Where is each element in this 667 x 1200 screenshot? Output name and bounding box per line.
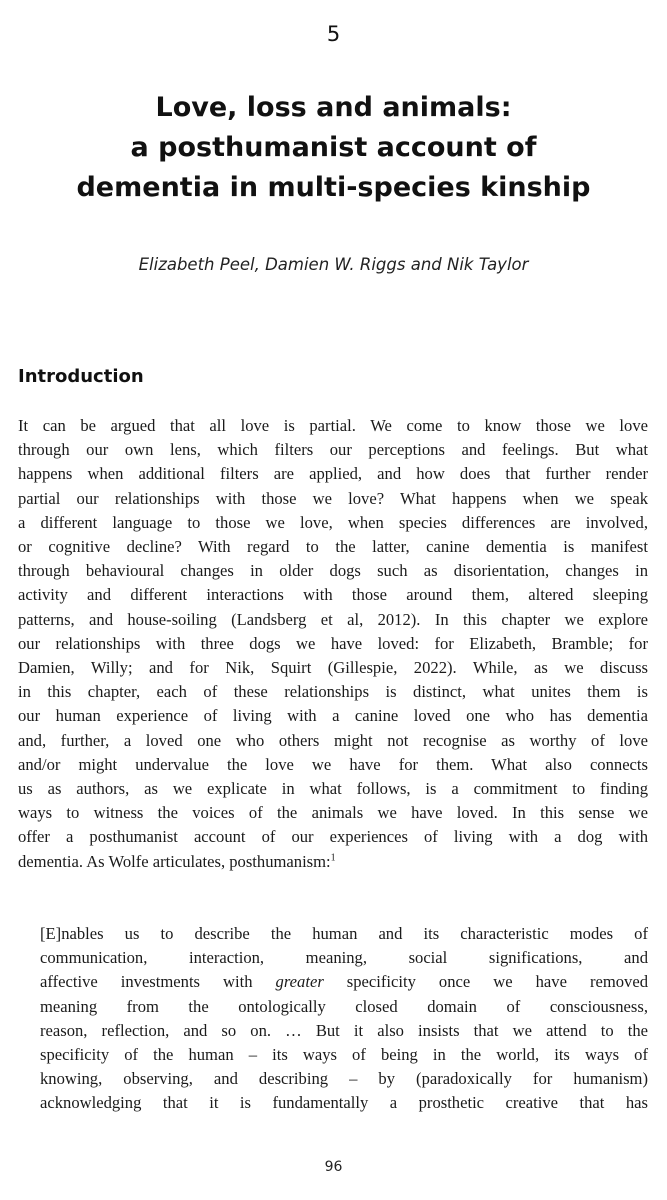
chapter-title-line: dementia in multi-species kinship bbox=[76, 172, 591, 203]
paragraph-line: a different language to those we love, when species differences are involved, bbox=[18, 512, 648, 532]
quote-text: specificity once we have removed bbox=[323, 972, 649, 992]
quote-text: affective investments with bbox=[40, 972, 276, 992]
paragraph-line: patterns, and house-soiling (Landsberg et al, 2012). In this chapter we explore bbox=[18, 609, 648, 629]
quote-line: acknowledging that it is fundamentally a prosthetic creative that has bbox=[40, 1093, 648, 1113]
quote-line: communication, interaction, meaning, social significations, and bbox=[40, 948, 648, 968]
intro-paragraph bbox=[18, 414, 648, 874]
chapter-title-line: a posthumanist account of bbox=[130, 132, 537, 163]
paragraph-line: offer a posthumanist account of our experiences of living with a dog with bbox=[18, 827, 648, 847]
block-quote bbox=[40, 922, 648, 1116]
paragraph-line: or cognitive decline? With regard to the latter, canine dementia is manifest bbox=[18, 537, 648, 557]
paragraph-line: our relationships with three dogs we have loved: for Elizabeth, Bramble; for bbox=[18, 633, 648, 653]
quote-line: meaning from the ontologically closed domain of consciousness, bbox=[40, 996, 648, 1016]
quote-line: knowing, observing, and describing – by (paradoxically for humanism) bbox=[40, 1069, 648, 1089]
quote-emphasis: greater bbox=[275, 972, 324, 992]
quote-line: [E]nables us to describe the human and its characteristic modes of bbox=[40, 924, 648, 943]
paragraph-line: ways to witness the voices of the animals we have loved. In this sense we bbox=[18, 803, 648, 823]
paragraph-line: through behavioural changes in older dogs such as disorientation, changes in bbox=[18, 561, 648, 581]
paragraph-line: through our own lens, which filters our perceptions and feelings. But what bbox=[18, 440, 648, 460]
paragraph-line: activity and different interactions with those around them, altered sleeping bbox=[18, 585, 648, 605]
quote-line-with-emphasis bbox=[40, 970, 648, 994]
paragraph-line: us as authors, as we explicate in what follows, is a commitment to finding bbox=[18, 779, 648, 799]
chapter-title bbox=[30, 88, 637, 208]
paragraph-last-line bbox=[18, 850, 648, 874]
paragraph-line: It can be argued that all love is partial. We come to know those we love bbox=[18, 416, 648, 435]
paragraph-line: Damien, Willy; and for Nik, Squirt (Gillespie, 2022). While, as we discuss bbox=[18, 658, 648, 678]
footnote-marker[interactable]: 1 bbox=[330, 852, 336, 864]
page-number: 96 bbox=[324, 1159, 343, 1175]
paragraph-line: and/or might undervalue the love we have for them. What also connects bbox=[18, 754, 648, 774]
paragraph-line: our human experience of living with a canine loved one who has dementia bbox=[18, 706, 648, 726]
section-heading: Introduction bbox=[18, 366, 144, 387]
quote-line: reason, reflection, and so on. … But it also insists that we attend to the bbox=[40, 1020, 648, 1040]
paragraph-line: and, further, a loved one who others might not recognise as worthy of love bbox=[18, 730, 648, 750]
chapter-authors: Elizabeth Peel, Damien W. Riggs and Nik Taylor bbox=[138, 255, 529, 274]
paragraph-last-line-text: dementia. As Wolfe articulates, posthumanism: bbox=[18, 851, 331, 871]
chapter-title-line: Love, loss and animals: bbox=[155, 92, 512, 123]
paragraph-line: in this chapter, each of these relationships is distinct, what unites them is bbox=[18, 682, 648, 702]
paragraph-line: happens when additional filters are applied, and how does that further render bbox=[18, 464, 648, 484]
chapter-number: 5 bbox=[326, 22, 341, 46]
paragraph-line: partial our relationships with those we love? What happens when we speak bbox=[18, 488, 648, 508]
quote-line: specificity of the human – its ways of being in the world, its ways of bbox=[40, 1045, 648, 1065]
